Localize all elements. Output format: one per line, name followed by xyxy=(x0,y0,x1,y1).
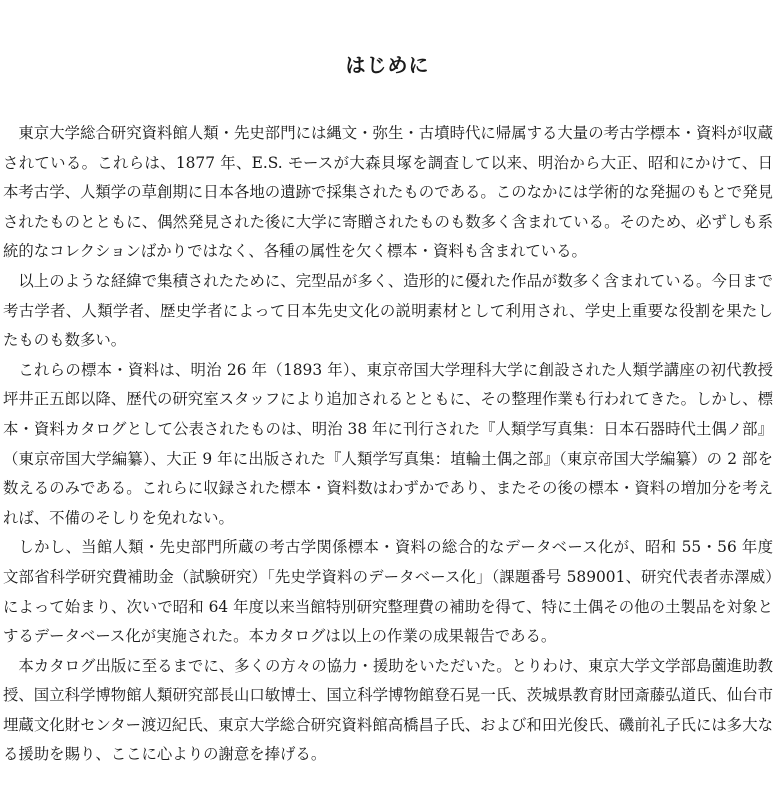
paragraph-5: 本カタログ出版に至るまでに、多くの方々の協力・援助をいただいた。とりわけ、東京大学文学部島薗進助教授、国立科学博物館人類研究部長山口敏博士、国立科学博物館登石晃一氏、茨城県教育財団斎藤弘道氏、仙台市埋蔵文化財センター渡辺紀氏、東京大学総合研究資料館高橋昌子氏、および和田光俊氏、磯前礼子氏には多大なる援助を賜り、ここに心よりの謝意を捧げる。 xyxy=(3,656,773,764)
body-text xyxy=(3,119,773,770)
page-title: はじめに xyxy=(345,53,430,78)
paragraph-2: 以上のような経緯で集積されたために、完型品が多く、造形的に優れた作品が数多く含まれている。今日まで考古学者、人類学者、歴史学者によって日本先史文化の説明素材として利用され、学史上重要な役割を果たしたものも数多い。 xyxy=(3,271,773,350)
paragraph-4: しかし、当館人類・先史部門所蔵の考古学関係標本・資料の総合的なデータベース化が、昭和 55・56 年度文部省科学研究費補助金（試験研究）「先史学資料のデータベース化」（課題番号 589001、研究代表者赤澤威）によって始まり、次いで昭和 64 年度以来当館特別研究整理費の補助を得て、特に土偶その他の土製品を対象とするデータベース化が実施された。本カタログは以上の作業の成果報告である。 xyxy=(3,538,773,646)
paragraph-3: これらの標本・資料は、明治 26 年（1893 年）、東京帝国大学理科大学に創設された人類学講座の初代教授坪井正五郎以降、歴代の研究室スタッフにより追加されるとともに、その整理作業も行われてきた。しかし、標本・資料カタログとして公表されたものは、明治 38 年に刊行された『人類学写真集：日本石器時代土偶ノ部』（東京帝国大学編纂）、大正 9 年に出版された『人類学写真集：埴輪土偶之部』（東京帝国大学編纂）の 2 部を数えるのみである。これらに収録された標本・資料数はわずかであり、またその後の標本・資料の増加分を考えれば、不備のそしりを免れない。 xyxy=(3,360,773,527)
paragraph-1: 東京大学総合研究資料館人類・先史部門には縄文・弥生・古墳時代に帰属する大量の考古学標本・資料が収蔵されている。これらは、1877 年、E.S. モースが大森貝塚を調査して以来、明治から大正、昭和にかけて、日本考古学、人類学の草創期に日本各地の遺跡で採集されたものである。このなかには学術的な発掘のもとで発見されたものとともに、偶然発見された後に大学に寄贈されたものも数多く含まれている。そのため、必ずしも系統的なコレクションばかりではなく、各種の属性を欠く標本・資料も含まれている。 xyxy=(3,124,773,261)
